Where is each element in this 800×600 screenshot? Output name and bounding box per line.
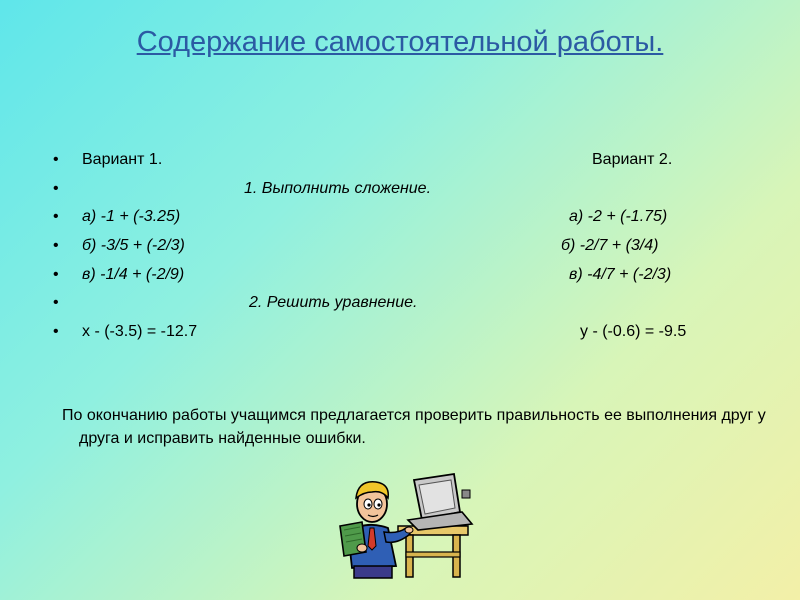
variant-2-equation: y - (-0.6) = -9.5 (580, 323, 687, 340)
bullet: • (53, 323, 59, 340)
list-item-c (0, 266, 800, 290)
slide-title: Содержание самостоятельной работы. (136, 26, 664, 58)
list-item-task-1 (0, 180, 800, 204)
variant-2-task-a: а) -2 + (-1.75) (569, 208, 668, 225)
list-item-variants (0, 151, 800, 175)
list-item-b (0, 237, 800, 261)
bullet: • (53, 266, 59, 283)
task-1-heading: 1. Выполнить сложение. (244, 180, 432, 197)
variant-2-task-c: в) -4/7 + (-2/3) (569, 266, 672, 283)
variant-1-task-b: б) -3/5 + (-2/3) (82, 237, 185, 254)
list-item-equations (0, 323, 800, 347)
student-computer-clipart (326, 468, 476, 585)
bullet: • (53, 294, 59, 311)
list-item-task-2 (0, 294, 800, 318)
bullet: • (53, 208, 59, 225)
bullet: • (53, 180, 59, 197)
variant-1-task-a: а) -1 + (-3.25) (82, 208, 181, 225)
task-2-heading: 2. Решить уравнение. (249, 294, 418, 311)
bullet: • (53, 151, 59, 168)
instruction-note: По окончанию работы учащимся предлагается проверить правильность ее выполнения друг у друга и исправить найденные ошибки. (62, 407, 766, 447)
bullet: • (53, 237, 59, 254)
variant-1-task-c: в) -1/4 + (-2/9) (82, 266, 185, 283)
variant-2-label: Вариант 2. (592, 151, 673, 168)
variant-2-task-b: б) -2/7 + (3/4) (561, 237, 659, 254)
variant-1-equation: x - (-3.5) = -12.7 (82, 323, 198, 340)
list-item-a (0, 208, 800, 232)
variant-1-label: Вариант 1. (82, 151, 163, 168)
